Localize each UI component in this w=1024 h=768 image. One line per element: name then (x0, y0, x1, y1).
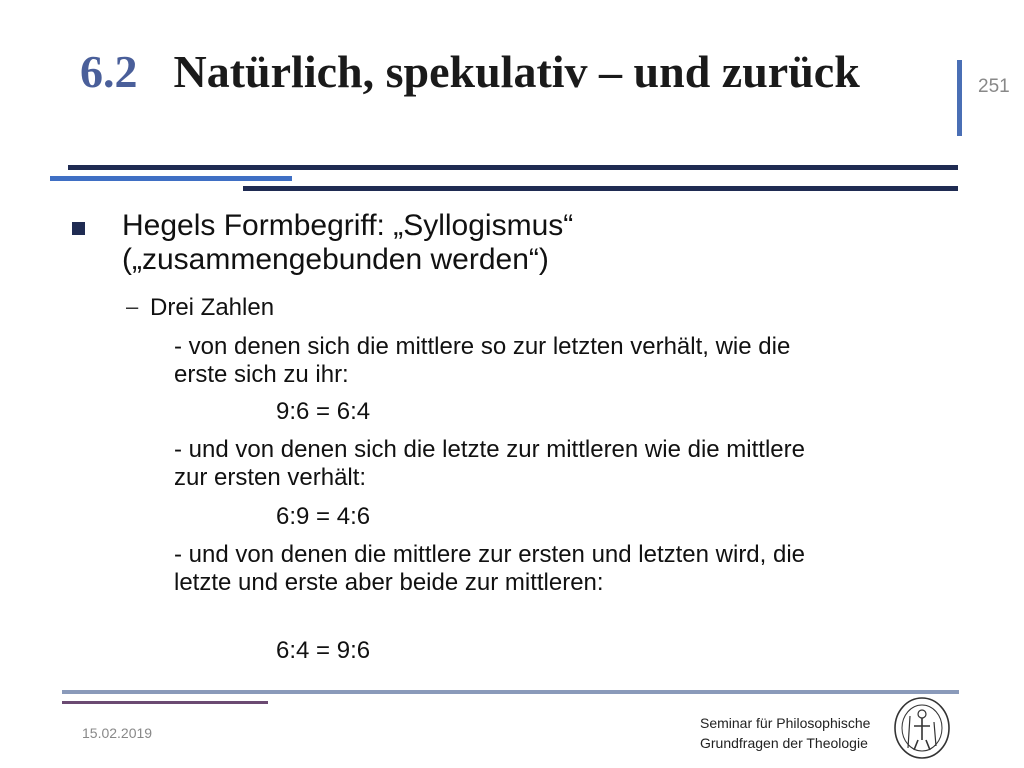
main-bullet-text: Hegels Formbegriff: „Syllogismus“ („zusammengebunden werden“) (122, 209, 574, 276)
item-text-3: - und von denen die mittlere zur ersten und letzten wird, die letzte und erste aber beide zur mittleren: (174, 541, 806, 596)
header-rule-accent (50, 176, 292, 181)
equation-2: 6:9 = 4:6 (276, 503, 371, 530)
item-text-2: - und von denen sich die letzte zur mittleren wie die mittlere zur ersten verhält: (174, 436, 805, 491)
dash-bullet-icon: – (126, 294, 139, 319)
title-text: Natürlich, spekulativ – und zurück (173, 46, 860, 97)
seminar-seal-logo (892, 696, 952, 760)
sub-bullet-text: Drei Zahlen (150, 294, 275, 321)
title-number: 6.2 (80, 46, 138, 97)
seminar-line-2: Grundfragen der Theologie (700, 735, 868, 751)
footer-rule (62, 690, 959, 694)
header-rule-top (68, 165, 958, 170)
seminar-name (700, 713, 870, 753)
footer-rule-accent (62, 701, 268, 704)
item-text-1: - von denen sich die mittlere so zur letzten verhält, wie die erste sich zu ihr: (174, 333, 791, 388)
square-bullet-icon (72, 222, 85, 235)
header-rule-bottom (243, 186, 958, 191)
slide-title (80, 44, 940, 100)
page-number: 251 (978, 76, 1010, 97)
equation-3: 6:4 = 9:6 (276, 637, 371, 664)
footer-date: 15.02.2019 (82, 725, 153, 741)
page-number-divider (957, 60, 962, 136)
equation-1: 9:6 = 6:4 (276, 398, 371, 425)
seminar-line-1: Seminar für Philosophische (700, 715, 871, 731)
